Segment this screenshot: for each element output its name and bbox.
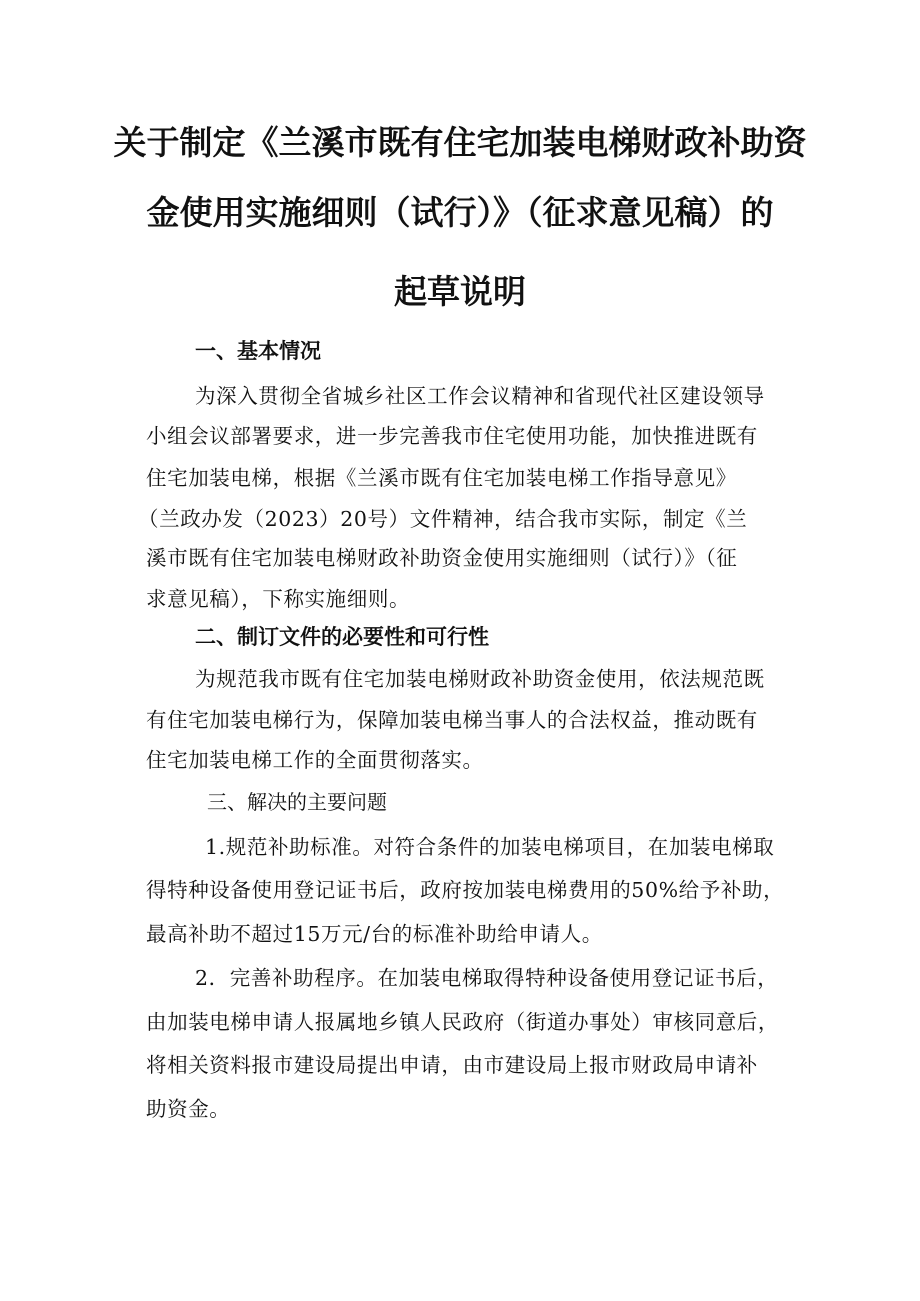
section-1-line: 求意见稿），下称实施细则。: [146, 587, 411, 611]
title-line-3: 起草说明: [394, 272, 526, 311]
section-1-line: 住宅加装电梯，根据《兰溪市既有住宅加装电梯工作指导意见》: [146, 466, 737, 490]
section-2-line: 有住宅加装电梯行为，保障加装电梯当事人的合法权益，推动既有: [146, 708, 758, 732]
section-3-item-2-line: 将相关资料报市建设局提出申请，由市建设局上报市财政局申请补: [146, 1053, 758, 1077]
section-3-item-1-line: 最高补助不超过15万元/台的标准补助给申请人。: [146, 922, 603, 946]
section-2-line: 为规范我市既有住宅加装电梯财政补助资金使用，依法规范既: [195, 667, 765, 691]
section-1-line: 小组会议部署要求，进一步完善我市住宅使用功能，加快推进既有: [146, 424, 758, 448]
section-3-heading: 三、解决的主要问题: [207, 790, 387, 814]
section-2-line: 住宅加装电梯工作的全面贯彻落实。: [146, 748, 484, 772]
section-3-item-1-line: 1.规范补助标准。对符合条件的加装电梯项目，在加装电梯取: [205, 835, 775, 859]
section-3-item-2-line: 2．完善补助程序。在加装电梯取得特种设备使用登记证书后，: [195, 966, 779, 990]
title-line-1: 关于制定《兰溪市既有住宅加装电梯财政补助资: [113, 123, 807, 162]
section-1-line: （兰政办发（2023）20号）文件精神，结合我市实际，制定《兰: [138, 507, 748, 531]
section-1-line: 为深入贯彻全省城乡社区工作会议精神和省现代社区建设领导: [195, 384, 765, 408]
section-2-heading: 二、制订文件的必要性和可行性: [195, 625, 489, 649]
section-3-item-2-line: 由加装电梯申请人报属地乡镇人民政府（街道办事处）审核同意后，: [146, 1010, 779, 1034]
section-1-line: 溪市既有住宅加装电梯财政补助资金使用实施细则（试行）》（征: [146, 546, 738, 570]
title-line-2: 金使用实施细则（试行）》（征求意见稿）的: [146, 193, 774, 232]
section-1-heading: 一、基本情况: [195, 339, 321, 363]
section-3-item-2-line: 助资金。: [146, 1097, 231, 1121]
section-3-item-1-line: 得特种设备使用登记证书后，政府按加装电梯费用的50%给予补助，: [146, 878, 785, 902]
